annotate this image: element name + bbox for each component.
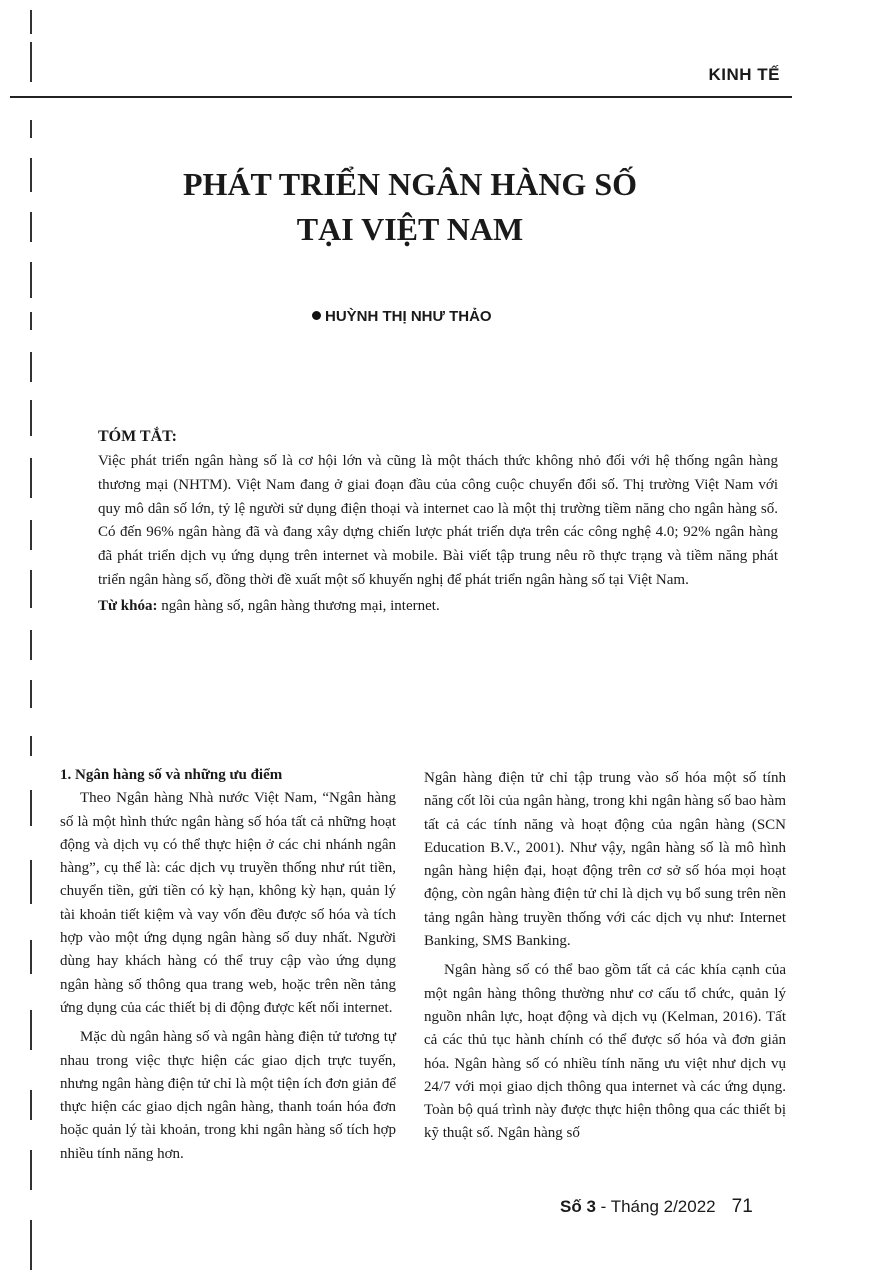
abstract <box>98 424 778 619</box>
bullet-icon <box>312 311 321 320</box>
paragraph: Ngân hàng số có thể bao gồm tất cả các khía cạnh của một ngân hàng thông thường như cơ cấu tổ chức, quản lý nguồn nhân lực, hoạt động và dịch vụ (Kelman, 2016). Tất cả các thủ tục hành chính có thể được số hóa và đơn giản hóa. Ngân hàng số có nhiều tính năng ưu việt như dịch vụ 24/7 với mọi giao dịch thông qua internet và các ứng dụng. Toàn bộ quá trình này được thực hiện thông qua các thiết bị kỹ thuật số. Ngân hàng số <box>424 962 786 1142</box>
header-rule <box>10 96 792 98</box>
abstract-heading: TÓM TẮT: <box>98 428 177 445</box>
author-byline <box>312 308 492 325</box>
binding-margin-marks <box>30 0 34 1287</box>
paragraph: Mặc dù ngân hàng số và ngân hàng điện tử tương tự nhau trong việc thực hiện các giao dịch trực tuyến, nhưng ngân hàng điện tử chỉ là một tiện ích đơn giản để thực hiện các giao dịch ngân hàng, thanh toán hóa đơn hoặc quản lý tài khoản, trong khi ngân hàng số tích hợp nhiều tính năng hơn. <box>60 1029 396 1162</box>
page-footer <box>560 1196 753 1218</box>
author-name: HUỲNH THỊ NHƯ THẢO <box>325 308 492 325</box>
section-label: KINH TẾ <box>708 65 780 84</box>
title-line-1: PHÁT TRIỂN NGÂN HÀNG SỐ <box>183 166 637 202</box>
issue-number: Số 3 <box>560 1197 596 1216</box>
issue-date: - Tháng 2/2022 <box>595 1197 716 1216</box>
paragraph: Ngân hàng điện tử chỉ tập trung vào số hóa một số tính năng cốt lõi của ngân hàng, trong khi ngân hàng số bao hàm tất cả các tính năng và hoạt động của ngân hàng (SCN Education B.V., 2001). Như vậy, ngân hàng số là mô hình ngân hàng hiện đại, hoạt động trên cơ sở số hóa mọi hoạt động, còn ngân hàng điện tử chỉ là dịch vụ bổ sung trên nền tảng ngân hàng truyền thống với các dịch vụ như: Internet Banking, SMS Banking. <box>424 770 786 950</box>
keywords-text: ngân hàng số, ngân hàng thương mại, internet. <box>161 597 440 614</box>
keywords <box>98 595 778 619</box>
right-column <box>424 767 786 1146</box>
article-title <box>100 162 720 252</box>
paragraph: Theo Ngân hàng Nhà nước Việt Nam, “Ngân hàng số là một hình thức ngân hàng số hóa tất cả những hoạt động và dịch vụ có thể thực hiện ở các chi nhánh ngân hàng”, cụ thể là: các dịch vụ truyền thống như rút tiền, chuyển tiền, gửi tiền có kỳ hạn, không kỳ hạn, quản lý tài khoản tiết kiệm và vay vốn đều được số hóa và tích hợp vào một ứng dụng ngân hàng số duy nhất. Người dùng hay khách hàng có thể truy cập vào ứng dụng ngân hàng số thông qua trang web, hoặc trên nền tảng ứng dụng của các thiết bị di động được kết nối internet. <box>60 790 396 1016</box>
page-number: 71 <box>731 1196 753 1217</box>
keywords-label: Từ khóa: <box>98 597 158 614</box>
abstract-body: Việc phát triển ngân hàng số là cơ hội lớn và cũng là một thách thức không nhỏ đối với hệ thống ngân hàng thương mại (NHTM). Việt Nam đang ở giai đoạn đầu của công cuộc chuyển đổi số. Thị trường Việt Nam với quy mô dân số lớn, tỷ lệ người sử dụng điện thoại và internet cao là một thị trường tiềm năng cho ngân hàng số. Có đến 96% ngân hàng đã và đang xây dựng chiến lược phát triển dựa trên các công nghệ 4.0; 92% ngân hàng đã phát triển dịch vụ ứng dụng trên internet và mobile. Bài viết tập trung nêu rõ thực trạng và tiềm năng phát triển ngân hàng số, đồng thời đề xuất một số khuyến nghị để phát triển ngân hàng số tại Việt Nam. <box>98 453 778 588</box>
left-column <box>60 764 396 1166</box>
section-heading: 1. Ngân hàng số và những ưu điểm <box>60 767 283 783</box>
title-line-2: TẠI VIỆT NAM <box>296 211 524 247</box>
